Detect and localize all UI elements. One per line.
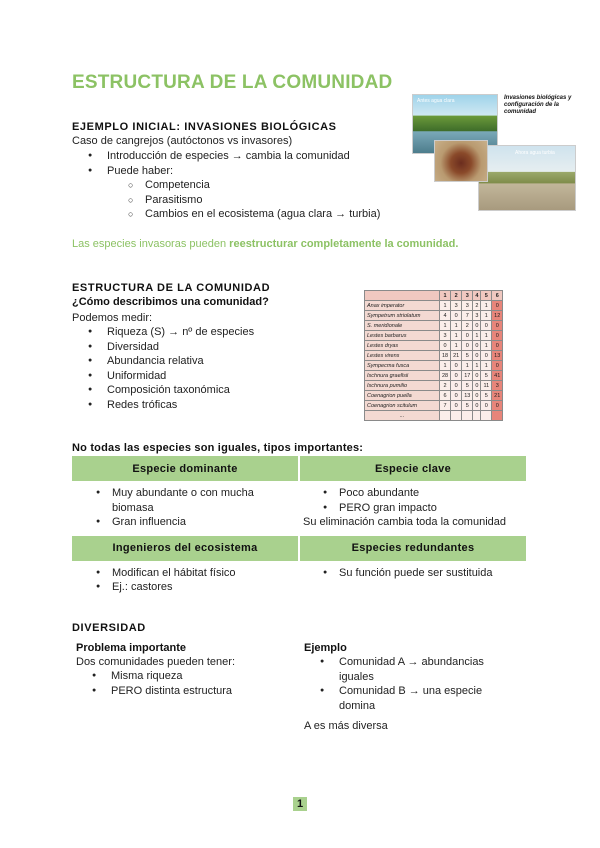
section2-bullets <box>72 325 352 412</box>
list-item: ● Misma riqueza <box>76 669 286 684</box>
section1-heading: EJEMPLO INICIAL: INVASIONES BIOLÓGICAS <box>72 121 337 133</box>
turbid-water-photo <box>478 145 576 211</box>
photo-caption: Antes agua clara <box>417 98 455 104</box>
type-cell <box>299 481 526 536</box>
list-item: ● Composición taxonómica <box>72 383 352 398</box>
section1-intro: Caso de cangrejos (autóctonos vs invasores) <box>72 135 293 147</box>
list-item: ○ Cambios en el ecosistema (agua clara → turbia) <box>72 207 412 222</box>
type-cell <box>72 561 299 601</box>
problem-title: Problema importante <box>76 642 187 654</box>
table-row: Lestes barbarus 3 1 0 1 1 0 <box>365 331 503 341</box>
section3-heading: No todas las especies son iguales, tipos importantes: <box>72 442 364 454</box>
section2-question: ¿Cómo describimos una comunidad? <box>72 296 269 308</box>
collage-caption: Invasiones biológicas y configuración de la comunidad <box>504 95 572 115</box>
table-header: 1 2 3 4 5 6 <box>365 291 503 301</box>
list-item: ● Comunidad A → abundancias iguales <box>304 655 504 684</box>
problem-intro: Dos comunidades pueden tener: <box>76 656 235 668</box>
crayfish-photo <box>434 140 488 182</box>
table-row: Coenagrion scitulum 7 0 5 0 0 0 <box>365 401 503 411</box>
type-cell <box>72 481 299 536</box>
type-header: Especie dominante <box>72 456 299 481</box>
list-item: ● Su función puede ser sustituida <box>299 566 526 581</box>
list-item: ● Redes tróficas <box>72 398 352 413</box>
section2-heading: ESTRUCTURA DE LA COMUNIDAD <box>72 282 271 294</box>
section2-intro: Podemos medir: <box>72 312 153 324</box>
type-header: Ingenieros del ecosistema <box>72 536 299 561</box>
list-item: ● PERO distinta estructura <box>76 684 286 699</box>
table-row: Lestes virens 18 21 5 0 0 13 <box>365 351 503 361</box>
list-item: ● Diversidad <box>72 340 352 355</box>
species-abundance-table <box>364 290 503 421</box>
page-number: 1 <box>293 797 307 811</box>
type-header: Especies redundantes <box>299 536 526 561</box>
list-item: ● Puede haber: <box>72 164 412 179</box>
table-row: Sympetrum striolatum 4 0 7 3 1 12 <box>365 311 503 321</box>
table-row: S. meridionale 1 1 2 0 0 0 <box>365 321 503 331</box>
list-item: ● Poco abundante <box>299 486 526 501</box>
problem-bullets <box>76 669 286 698</box>
table-row: Ischnura graellsii 28 0 17 0 5 41 <box>365 371 503 381</box>
table-row: Anax imperator 1 3 3 2 1 0 <box>365 301 503 311</box>
list-item: ● Modifican el hábitat físico <box>72 566 299 581</box>
species-types-table <box>72 456 526 601</box>
photo-caption: Ahora agua turbia <box>515 150 555 156</box>
type-header: Especie clave <box>299 456 526 481</box>
list-item: ● Introducción de especies → cambia la comunidad <box>72 149 412 164</box>
table-row: Coenagrion puella 6 0 13 0 5 21 <box>365 391 503 401</box>
list-item: ○ Competencia <box>72 178 412 193</box>
type-note: Su eliminación cambia toda la comunidad <box>303 516 507 528</box>
table-row: Lestes dryas 0 1 0 0 1 0 <box>365 341 503 351</box>
list-item: ● Gran influencia <box>72 515 299 530</box>
highlight-sentence: Las especies invasoras pueden reestructurar completamente la comunidad. <box>72 238 459 250</box>
example-title: Ejemplo <box>304 642 347 654</box>
list-item: ● Muy abundante o con mucha biomasa <box>72 486 299 515</box>
list-item: ● Riqueza (S) → nº de especies <box>72 325 352 340</box>
list-item: ● Uniformidad <box>72 369 352 384</box>
list-item: ● PERO gran impacto <box>299 501 526 516</box>
list-item: ● Abundancia relativa <box>72 354 352 369</box>
table-row: Sympecma fusca 1 0 1 1 1 0 <box>365 361 503 371</box>
page-title: ESTRUCTURA DE LA COMUNIDAD <box>72 72 393 93</box>
section4-heading: DIVERSIDAD <box>72 622 146 634</box>
list-item: ● Ej.: castores <box>72 580 299 595</box>
section1-bullets <box>72 149 412 222</box>
table-row: Ischnura pumilio 2 0 5 0 11 3 <box>365 381 503 391</box>
example-bullets <box>304 655 504 713</box>
diversity-conclusion: A es más diversa <box>304 720 388 732</box>
list-item: ● Comunidad B → una especie domina <box>304 684 504 713</box>
table-row: ... <box>365 411 503 421</box>
list-item: ○ Parasitismo <box>72 193 412 208</box>
type-cell <box>299 561 526 601</box>
